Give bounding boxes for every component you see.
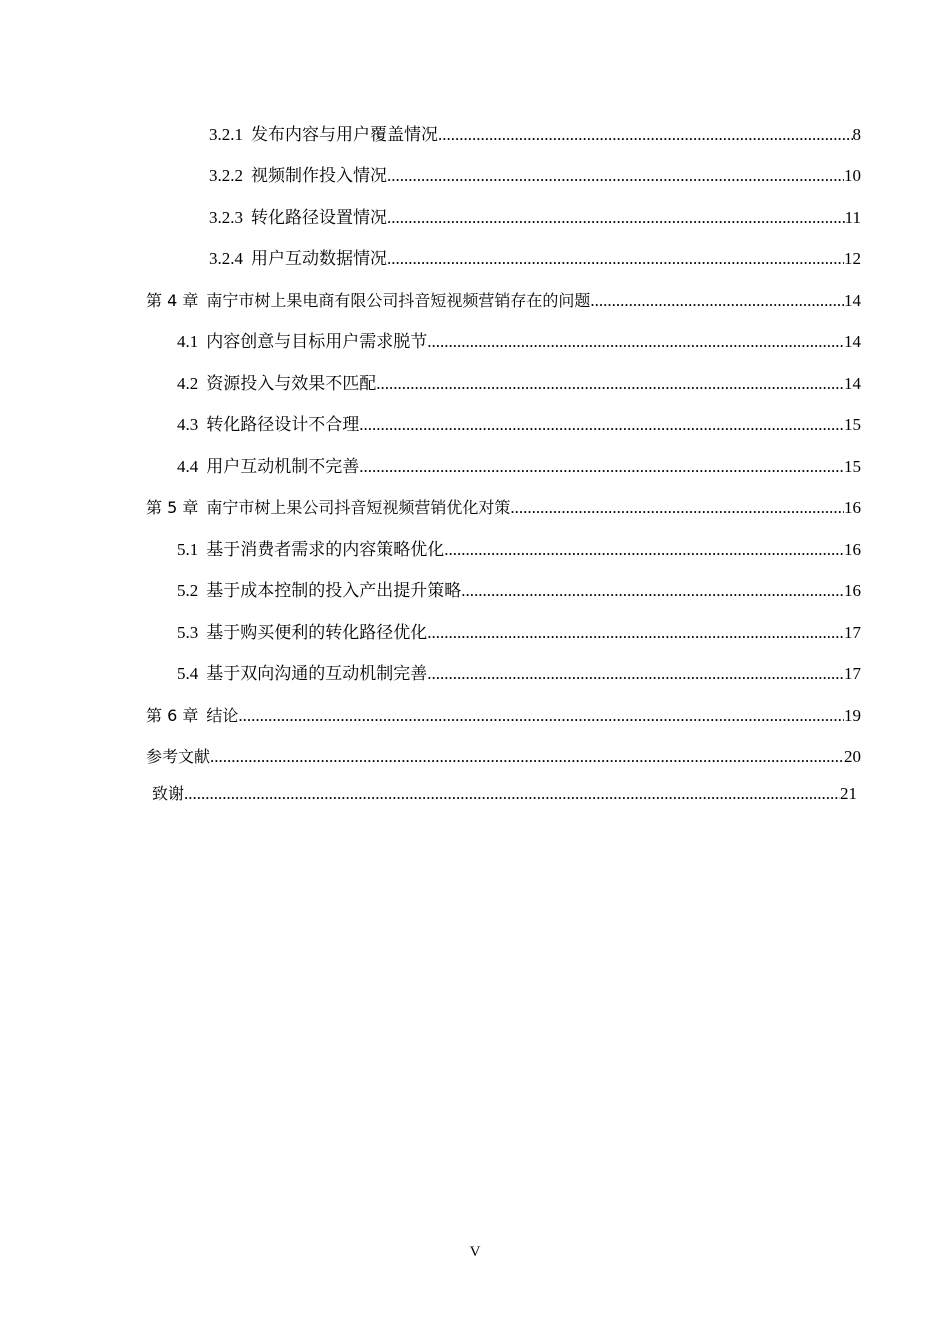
toc-dot-leader xyxy=(510,497,844,519)
toc-entry-number: 第 4 章 xyxy=(146,291,199,310)
toc-dot-leader xyxy=(427,663,844,685)
toc-entry-chapter-6[interactable] xyxy=(146,699,861,727)
toc-entry-4-2[interactable] xyxy=(177,367,861,395)
toc-dot-leader xyxy=(427,331,844,353)
toc-entry-title: 基于成本控制的投入产出提升策略 xyxy=(206,581,462,600)
toc-dot-leader xyxy=(376,373,844,395)
toc-dot-leader xyxy=(238,705,844,727)
toc-entry-number: 5.2 xyxy=(177,581,199,600)
toc-entry-page: 10 xyxy=(844,166,861,185)
toc-entry-3-2-3[interactable] xyxy=(209,201,861,229)
toc-entry-page: 14 xyxy=(844,291,861,310)
toc-entry-title: 南宁市树上果电商有限公司抖音短视频营销存在的问题 xyxy=(206,291,591,310)
toc-entry-title: 发布内容与用户覆盖情况 xyxy=(251,125,438,144)
toc-entry-number: 4.1 xyxy=(177,332,199,351)
toc-entry-5-2[interactable] xyxy=(177,574,861,602)
toc-entry-page: 8 xyxy=(852,125,861,144)
toc-entry-page: 17 xyxy=(844,623,861,642)
toc-dot-leader xyxy=(461,580,844,602)
toc-dot-leader xyxy=(387,165,844,187)
toc-entry-title: 转化路径设计不合理 xyxy=(206,415,360,434)
toc-entry-title: 基于消费者需求的内容策略优化 xyxy=(206,540,445,559)
toc-dot-leader xyxy=(359,414,844,436)
toc-entry-number: 3.2.4 xyxy=(209,249,243,268)
toc-entry-4-1[interactable] xyxy=(177,325,861,353)
toc-dot-leader xyxy=(359,456,844,478)
toc-dot-leader xyxy=(427,622,844,644)
toc-entry-page: 16 xyxy=(844,498,861,517)
toc-dot-leader xyxy=(210,746,844,768)
toc-entry-page: 14 xyxy=(844,332,861,351)
toc-entry-3-2-2[interactable] xyxy=(209,159,861,187)
toc-entry-title: 南宁市树上果公司抖音短视频营销优化对策 xyxy=(206,498,511,517)
toc-entry-chapter-5[interactable] xyxy=(146,491,861,519)
toc-entry-number: 第 6 章 xyxy=(146,706,199,725)
toc-entry-number: 3.2.1 xyxy=(209,125,243,144)
toc-entry-references[interactable] xyxy=(146,740,861,768)
toc-entry-5-3[interactable] xyxy=(177,616,861,644)
toc-entry-title: 内容创意与目标用户需求脱节 xyxy=(206,332,428,351)
toc-entry-acknowledgements[interactable] xyxy=(152,777,857,805)
toc-entry-page: 16 xyxy=(844,581,861,600)
toc-entry-number: 第 5 章 xyxy=(146,498,199,517)
toc-entry-page: 16 xyxy=(844,540,861,559)
toc-entry-number: 3.2.3 xyxy=(209,208,243,227)
toc-entry-title: 视频制作投入情况 xyxy=(251,166,387,185)
toc-entry-page: 14 xyxy=(844,374,861,393)
toc-entry-3-2-1[interactable] xyxy=(209,118,861,146)
toc-entry-page: 20 xyxy=(844,747,861,766)
toc-entry-number: 4.2 xyxy=(177,374,199,393)
toc-entry-4-4[interactable] xyxy=(177,450,861,478)
toc-entry-title: 致谢 xyxy=(152,784,185,803)
toc-dot-leader xyxy=(387,207,845,229)
toc-entry-number: 3.2.2 xyxy=(209,166,243,185)
toc-entry-page: 12 xyxy=(844,249,861,268)
toc-entry-title: 参考文献 xyxy=(146,747,211,766)
toc-entry-5-1[interactable] xyxy=(177,533,861,561)
toc-entry-page: 15 xyxy=(844,415,861,434)
toc-entry-page: 21 xyxy=(840,784,857,803)
toc-entry-title: 用户互动机制不完善 xyxy=(206,457,360,476)
toc-dot-leader xyxy=(387,248,844,270)
toc-entry-number: 4.4 xyxy=(177,457,199,476)
toc-entry-title: 资源投入与效果不匹配 xyxy=(206,374,377,393)
toc-entry-number: 5.1 xyxy=(177,540,199,559)
toc-entry-title: 结论 xyxy=(206,706,239,725)
toc-entry-number: 5.4 xyxy=(177,664,199,683)
toc-entry-title: 基于双向沟通的互动机制完善 xyxy=(206,664,428,683)
toc-entry-page: 15 xyxy=(844,457,861,476)
toc-entry-page: 19 xyxy=(844,706,861,725)
toc-entry-title: 基于购买便利的转化路径优化 xyxy=(206,623,428,642)
page-number: V xyxy=(469,1244,481,1260)
toc-entry-chapter-4[interactable] xyxy=(146,284,861,312)
toc-entry-title: 转化路径设置情况 xyxy=(251,208,387,227)
toc-entry-page: 17 xyxy=(844,664,861,683)
toc-entry-number: 4.3 xyxy=(177,415,199,434)
toc-entry-page: 11 xyxy=(844,208,861,227)
toc-entry-number: 5.3 xyxy=(177,623,199,642)
toc-dot-leader xyxy=(438,124,853,146)
toc-dot-leader xyxy=(590,290,844,312)
toc-entry-5-4[interactable] xyxy=(177,657,861,685)
toc-dot-leader xyxy=(184,783,840,805)
toc-entry-4-3[interactable] xyxy=(177,408,861,436)
toc-entry-3-2-4[interactable] xyxy=(209,242,861,270)
toc-entry-title: 用户互动数据情况 xyxy=(251,249,387,268)
toc-dot-leader xyxy=(444,539,844,561)
